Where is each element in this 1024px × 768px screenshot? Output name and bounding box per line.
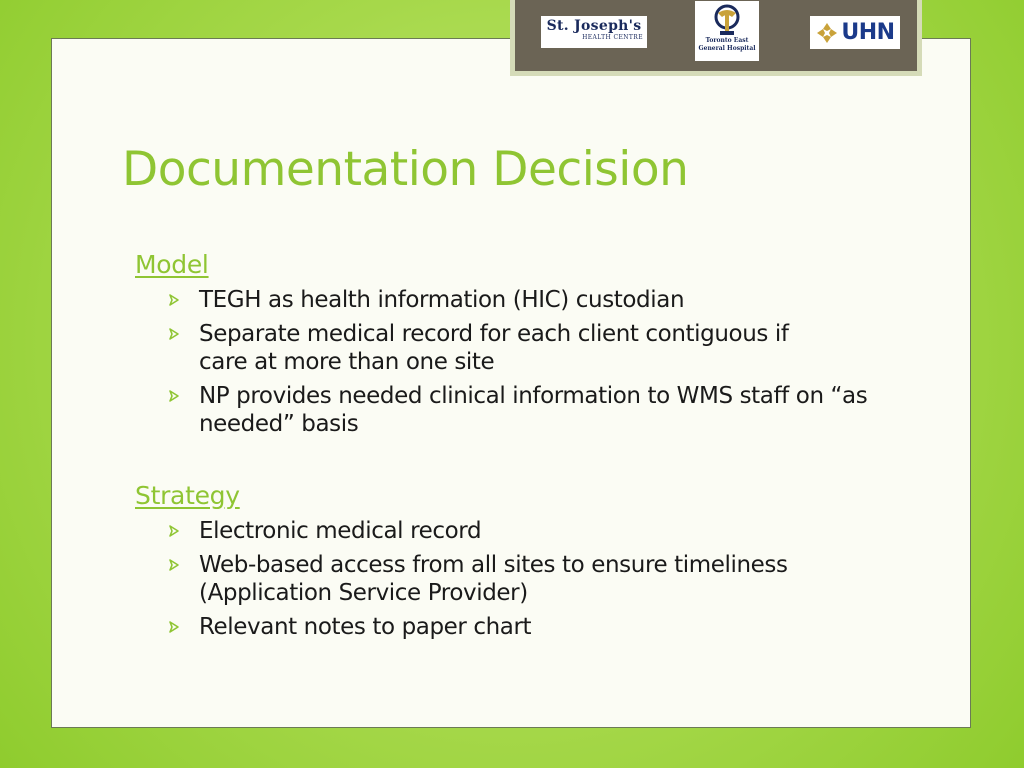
model-bullet-list bbox=[165, 286, 885, 444]
list-item bbox=[165, 517, 825, 545]
bullet-text: NP provides needed clinical information to WMS staff on “as needed” basis bbox=[199, 383, 868, 437]
bullet-text: Electronic medical record bbox=[199, 518, 482, 544]
uhn-logo bbox=[810, 16, 900, 49]
st-josephs-logo bbox=[541, 16, 647, 48]
uhn-emblem-icon bbox=[815, 21, 839, 45]
bullet-text: Web-based access from all sites to ensure timeliness (Application Service Provider) bbox=[199, 552, 788, 606]
section-heading-strategy: Strategy bbox=[135, 481, 240, 510]
bullet-text: TEGH as health information (HIC) custodian bbox=[199, 287, 685, 313]
slide-title: Documentation Decision bbox=[122, 142, 689, 197]
bullet-text: Relevant notes to paper chart bbox=[199, 614, 532, 640]
chevron-right-arrow-icon bbox=[167, 389, 181, 403]
st-josephs-logo-name: St. Joseph's bbox=[546, 18, 642, 34]
list-item bbox=[165, 320, 799, 376]
tegh-emblem-icon bbox=[710, 3, 744, 37]
list-item bbox=[165, 286, 885, 314]
logo-bar-inner bbox=[515, 0, 917, 71]
uhn-logo-text: UHN bbox=[841, 20, 895, 45]
st-josephs-logo-subtitle: HEALTH CENTRE bbox=[582, 34, 643, 41]
strategy-bullet-list bbox=[165, 517, 825, 647]
list-item bbox=[165, 382, 899, 438]
chevron-right-arrow-icon bbox=[167, 293, 181, 307]
chevron-right-arrow-icon bbox=[167, 524, 181, 538]
tegh-logo-line2: General Hospital bbox=[698, 45, 756, 52]
logo-bar bbox=[510, 0, 922, 76]
list-item bbox=[165, 551, 839, 607]
chevron-right-arrow-icon bbox=[167, 558, 181, 572]
bullet-text: Separate medical record for each client contiguous if care at more than one site bbox=[199, 321, 789, 375]
tegh-logo bbox=[695, 1, 759, 61]
chevron-right-arrow-icon bbox=[167, 620, 181, 634]
section-heading-model: Model bbox=[135, 250, 209, 279]
tegh-logo-line1: Toronto East bbox=[705, 37, 749, 44]
list-item bbox=[165, 613, 825, 641]
chevron-right-arrow-icon bbox=[167, 327, 181, 341]
